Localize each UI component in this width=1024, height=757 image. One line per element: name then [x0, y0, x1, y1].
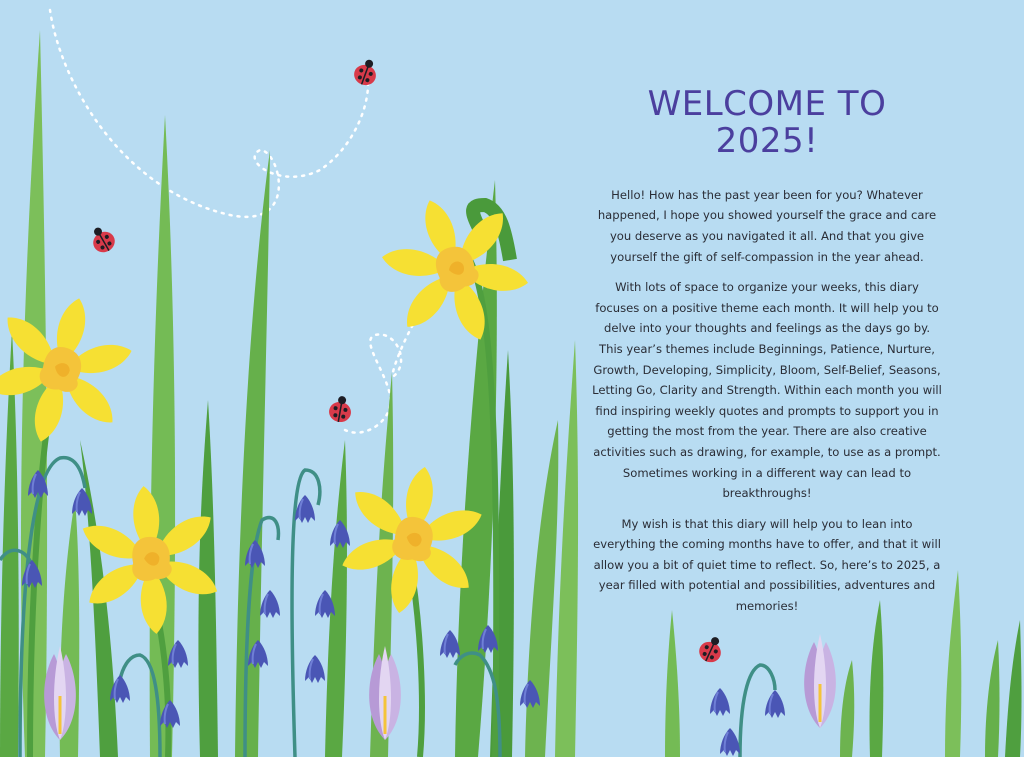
- intro-paragraph: Hello! How has the past year been for you? Whatever happened, I hope you showed yourself the grace and care you deserve as you navigated it all. And that you give yourself the gift of self-compassion in the year ahead.: [597, 187, 937, 264]
- wish-paragraph: My wish is that this diary will help you to lean into everything the coming months have to offer, and that it will allow you a bit of quiet time to reflect. So, here’s to 2025, a year filled with potential and possibilities, adventures and memories!: [593, 516, 941, 614]
- page-title: WELCOME TO 2025!: [647, 84, 887, 162]
- welcome-text-block: [592, 86, 942, 627]
- themes-paragraph: With lots of space to organize your weeks, this diary focuses on a positive theme each month. It will help you to delve into your thoughts and feelings as the days go by. This year’s themes include Beginnings, Patience, Nurture, Growth, Developing, Simplicity, Bloom, Self-Belief, Seasons, Letting Go, Clarity and Strength. Within each month you will find inspiring weekly quotes and prompts to support you in getting the most from the year. There are also creative activities such as drawing, for example, to use as a prompt. Sometimes working in a different way can lead to breakthroughs!: [592, 280, 942, 501]
